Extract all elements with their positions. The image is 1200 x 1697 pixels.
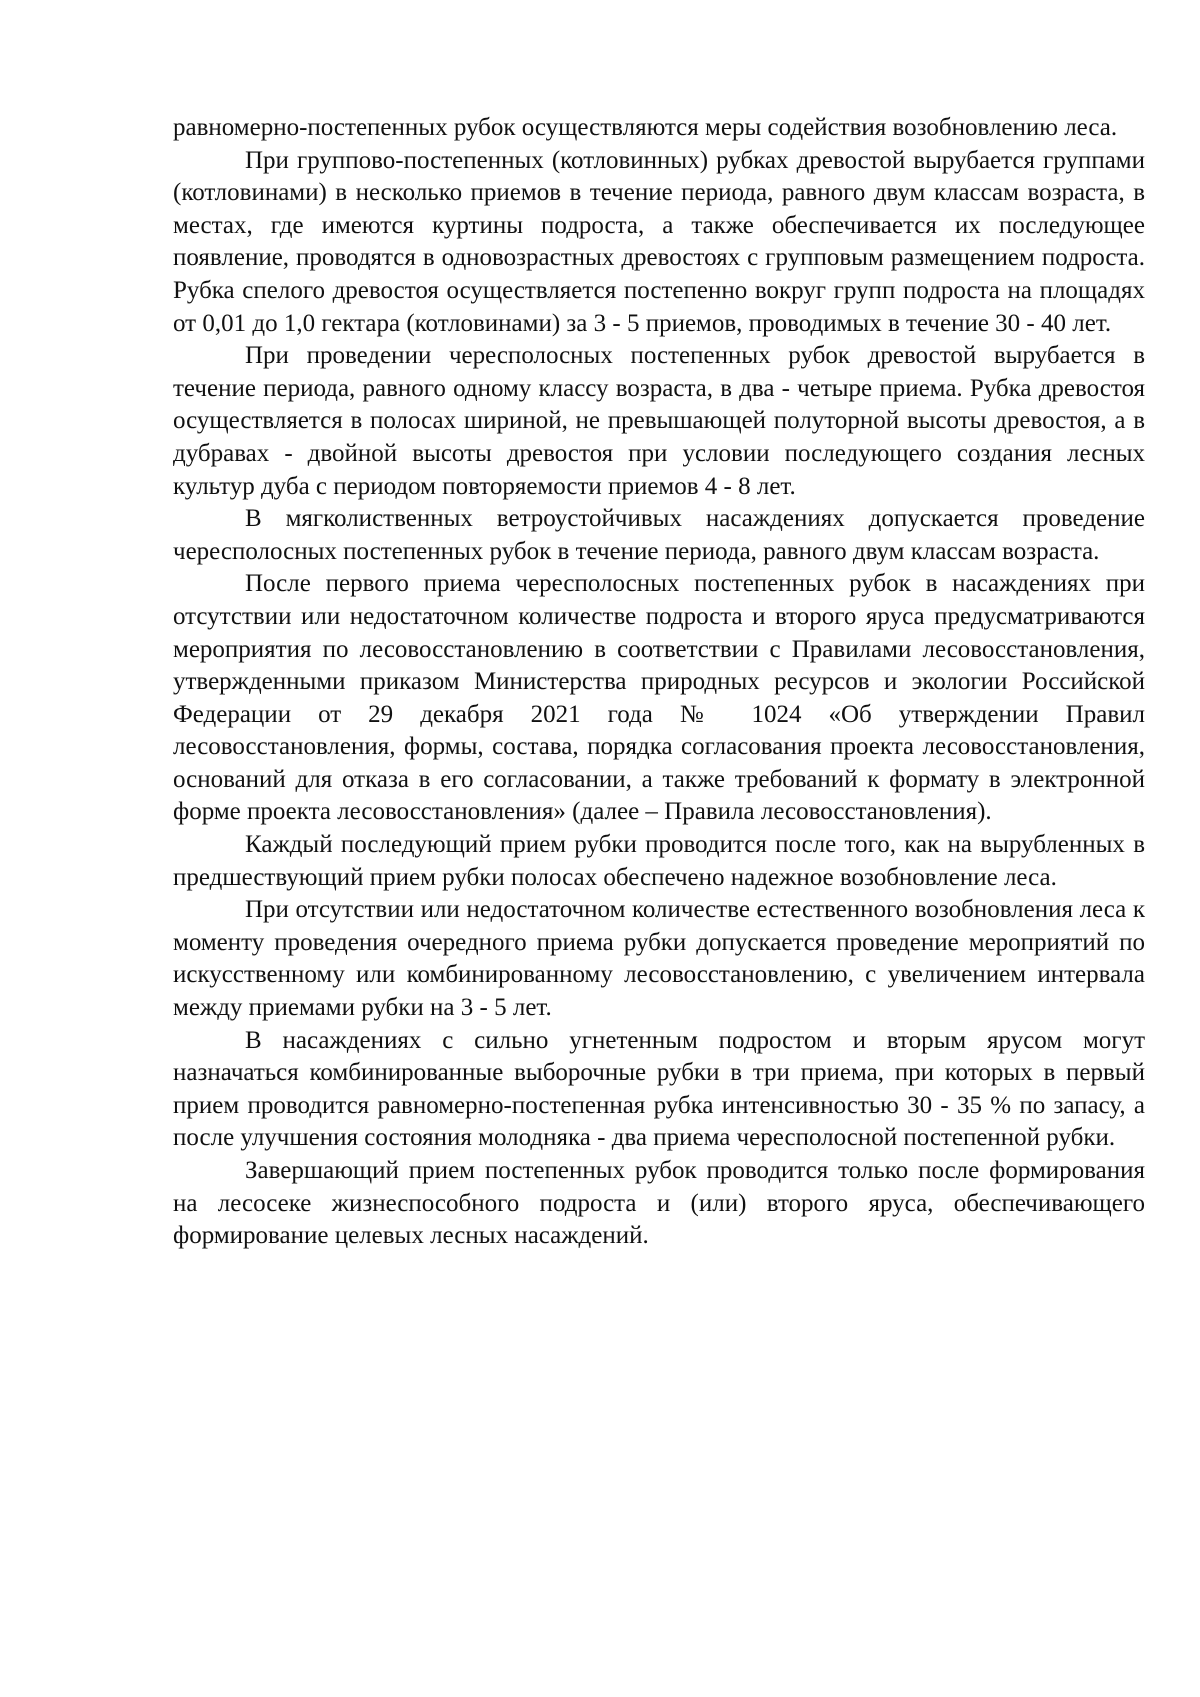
paragraph-group-cuttings: При группово-постепенных (котловинных) рубках древостой вырубается группами (котловинами) в несколько приемов в течение периода, равного двум классам возраста, в местах, где имеются куртины подроста, а также обеспечивается их последующее появление, проводятся в одновозрастных древостоях с групповым размещением подроста. Рубка спелого древостоя осуществляется постепенно вокруг групп подроста на площадях от 0,01 до 1,0 гектара (котловинами) за 3 - 5 приемов, проводимых в течение 30 - 40 лет. bbox=[173, 146, 1145, 337]
paragraph-insufficient-regeneration: При отсутствии или недостаточном количестве естественного возобновления леса к моменту проведения очередного приема рубки допускается проведение мероприятий по искусственному или комбинированному лесовосстановлению, с увеличением интервала между приемами рубки на 3 - 5 лет. bbox=[173, 896, 1145, 1022]
paragraph-final-cutting: Завершающий прием постепенных рубок проводится только после формирования на лесосеке жизнеспособного подроста и (или) второго яруса, обеспечивающего формирование целевых лесных насаждений. bbox=[173, 1157, 1145, 1250]
paragraph-combined-cuttings: В насаждениях с сильно угнетенным подростом и вторым ярусом могут назначаться комбинированные выборочные рубки в три приема, при которых в первый прием проводится равномерно-постепенная рубка интенсивностью 30 - 35 % по запасу, а после улучшения состояния молодняка - два приема чересполосной постепенной рубки. bbox=[173, 1026, 1145, 1152]
document-page bbox=[173, 112, 1145, 1253]
paragraph-continuation: равномерно-постепенных рубок осуществляются меры содействия возобновлению леса. bbox=[173, 114, 1118, 141]
paragraph-strip-cuttings: При проведении чересполосных постепенных рубок древостой вырубается в течение периода, равного одному классу возраста, в два - четыре приема. Рубка древостоя осуществляется в полосах шириной, не превышающей полуторной высоты древостоя, а в дубравах - двойной высоты древостоя при условии последующего создания лесных культур дуба с периодом повторяемости приемов 4 - 8 лет. bbox=[173, 342, 1145, 500]
paragraph-softwood-stands: В мягколиственных ветроустойчивых насаждениях допускается проведение чересполосных постепенных рубок в течение периода, равного двум классам возраста. bbox=[173, 505, 1145, 565]
paragraph-subsequent-cutting: Каждый последующий прием рубки проводится после того, как на вырубленных в предшествующий прием рубки полосах обеспечено надежное возобновление леса. bbox=[173, 831, 1145, 891]
paragraph-reforestation-rules: После первого приема чересполосных постепенных рубок в насаждениях при отсутствии или недостаточном количестве подроста и второго яруса предусматриваются мероприятия по лесовосстановлению в соответствии с Правилами лесовосстановления, утвержденными приказом Министерства природных ресурсов и экологии Российской Федерации от 29 декабря 2021 года № 1024 «Об утверждении Правил лесовосстановления, формы, состава, порядка согласования проекта лесовосстановления, оснований для отказа в его согласовании, а также требований к формату в электронной форме проекта лесовосстановления» (далее – Правила лесовосстановления). bbox=[173, 570, 1145, 826]
